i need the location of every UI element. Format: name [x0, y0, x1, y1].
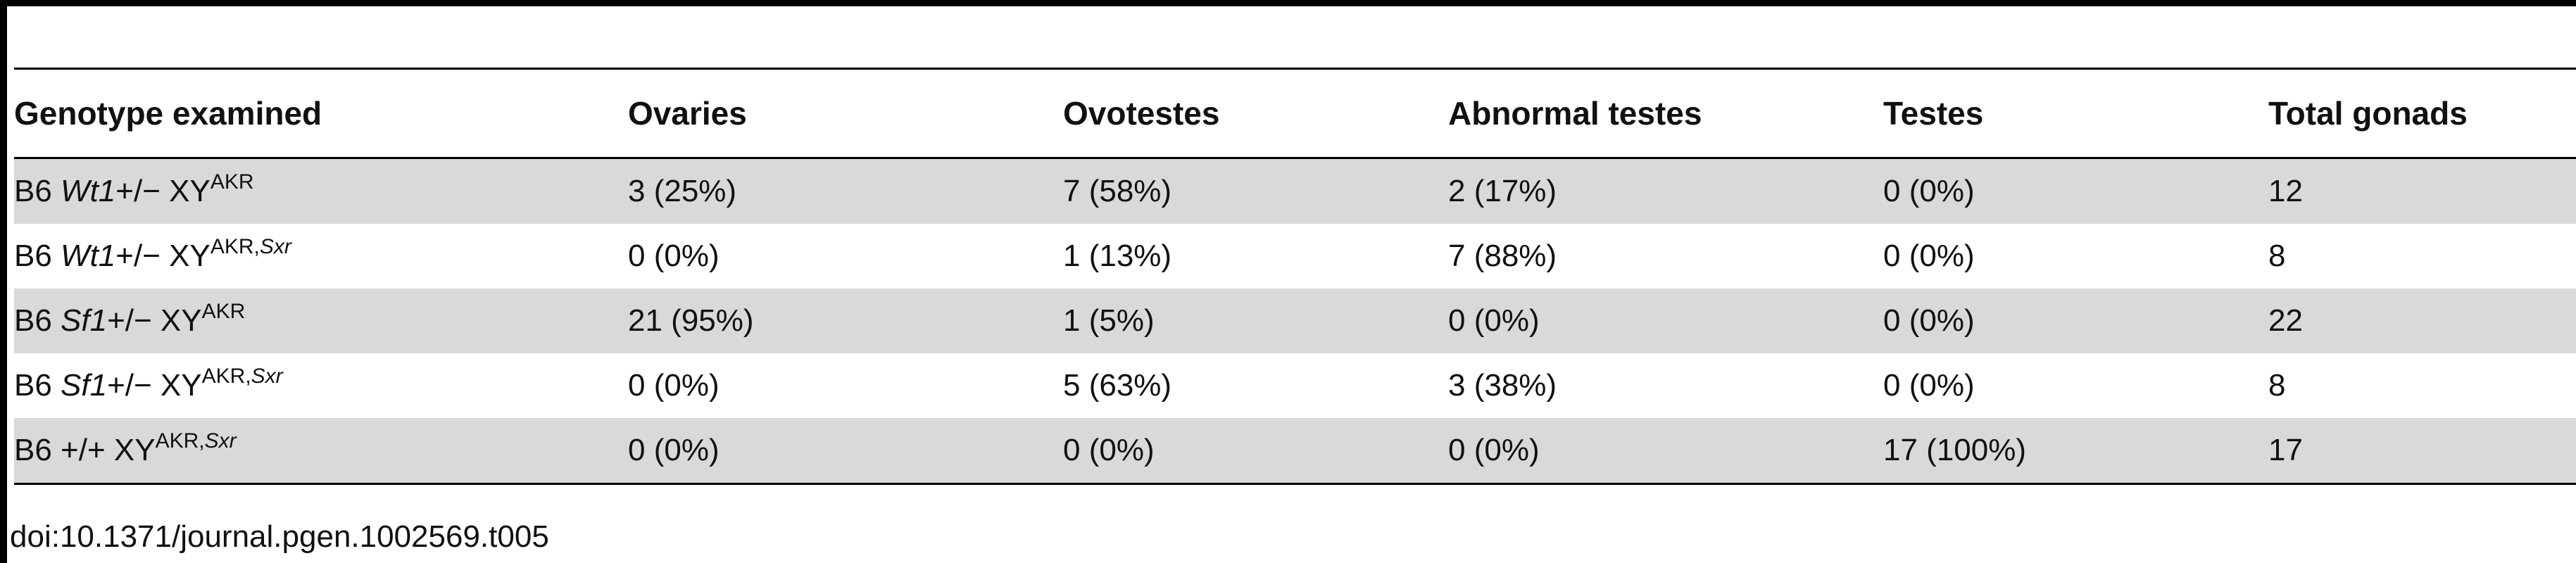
table-header-row: [14, 69, 2576, 158]
ovotestes-cell: 7 (58%): [1063, 174, 1172, 208]
total-gonads-cell: 8: [2268, 368, 2286, 403]
abnormal-testes-cell: 2 (17%): [1448, 174, 1557, 208]
gonad-phenotype-table: [14, 68, 2576, 485]
ovaries-cell: 21 (95%): [628, 303, 754, 338]
genotype-cell: B6 $Wt1+/- XY^{AKR}$: [14, 170, 254, 208]
abnormal-testes-cell: 0 (0%): [1448, 433, 1540, 467]
genotype-cell: B6 $Sf1+/- XY^{AKR,Sxr}$: [14, 365, 283, 403]
testes-cell: 0 (0%): [1883, 174, 1975, 208]
table-row: [14, 289, 2576, 353]
ovaries-cell: 0 (0%): [628, 368, 720, 403]
testes-cell: 0 (0%): [1883, 368, 1975, 403]
testes-cell: 0 (0%): [1883, 239, 1975, 273]
header-genotype: Genotype examined: [14, 95, 322, 132]
header-total-gonads: Total gonads: [2268, 95, 2468, 132]
table-row: [14, 353, 2576, 418]
total-gonads-cell: 17: [2268, 433, 2303, 467]
testes-cell: 0 (0%): [1883, 303, 1975, 338]
header-abnormal-testes: Abnormal testes: [1448, 95, 1702, 132]
genotype-cell: B6 +/+ $XY^{AKR,Sxr}$: [14, 429, 237, 467]
ovotestes-cell: 0 (0%): [1063, 433, 1155, 467]
ovaries-cell: 0 (0%): [628, 239, 720, 273]
header-ovotestes: Ovotestes: [1063, 95, 1220, 132]
header-ovaries: Ovaries: [628, 95, 747, 132]
abnormal-testes-cell: 3 (38%): [1448, 368, 1557, 403]
total-gonads-cell: 12: [2268, 174, 2303, 208]
ovotestes-cell: 5 (63%): [1063, 368, 1172, 403]
top-border-rule: [0, 0, 2576, 6]
doi-caption[interactable]: doi:10.1371/journal.pgen.1002569.t005: [10, 519, 549, 554]
genotype-cell: B6 $Sf1+/- XY^{AKR}$: [14, 300, 246, 338]
left-border-rule: [0, 0, 7, 563]
table-row: [14, 224, 2576, 289]
ovotestes-cell: 1 (5%): [1063, 303, 1155, 338]
genotype-cell: B6 $Wt1+/- XY^{AKR,Sxr}$: [14, 235, 291, 273]
table-row: [14, 158, 2576, 224]
ovotestes-cell: 1 (13%): [1063, 239, 1172, 273]
ovaries-cell: 0 (0%): [628, 433, 720, 467]
abnormal-testes-cell: 0 (0%): [1448, 303, 1540, 338]
header-testes: Testes: [1883, 95, 1984, 132]
total-gonads-cell: 8: [2268, 239, 2286, 273]
ovaries-cell: 3 (25%): [628, 174, 737, 208]
total-gonads-cell: 22: [2268, 303, 2303, 338]
data-table-container: [14, 68, 2576, 485]
abnormal-testes-cell: 7 (88%): [1448, 239, 1557, 273]
table-row: [14, 418, 2576, 484]
testes-cell: 17 (100%): [1883, 433, 2027, 467]
